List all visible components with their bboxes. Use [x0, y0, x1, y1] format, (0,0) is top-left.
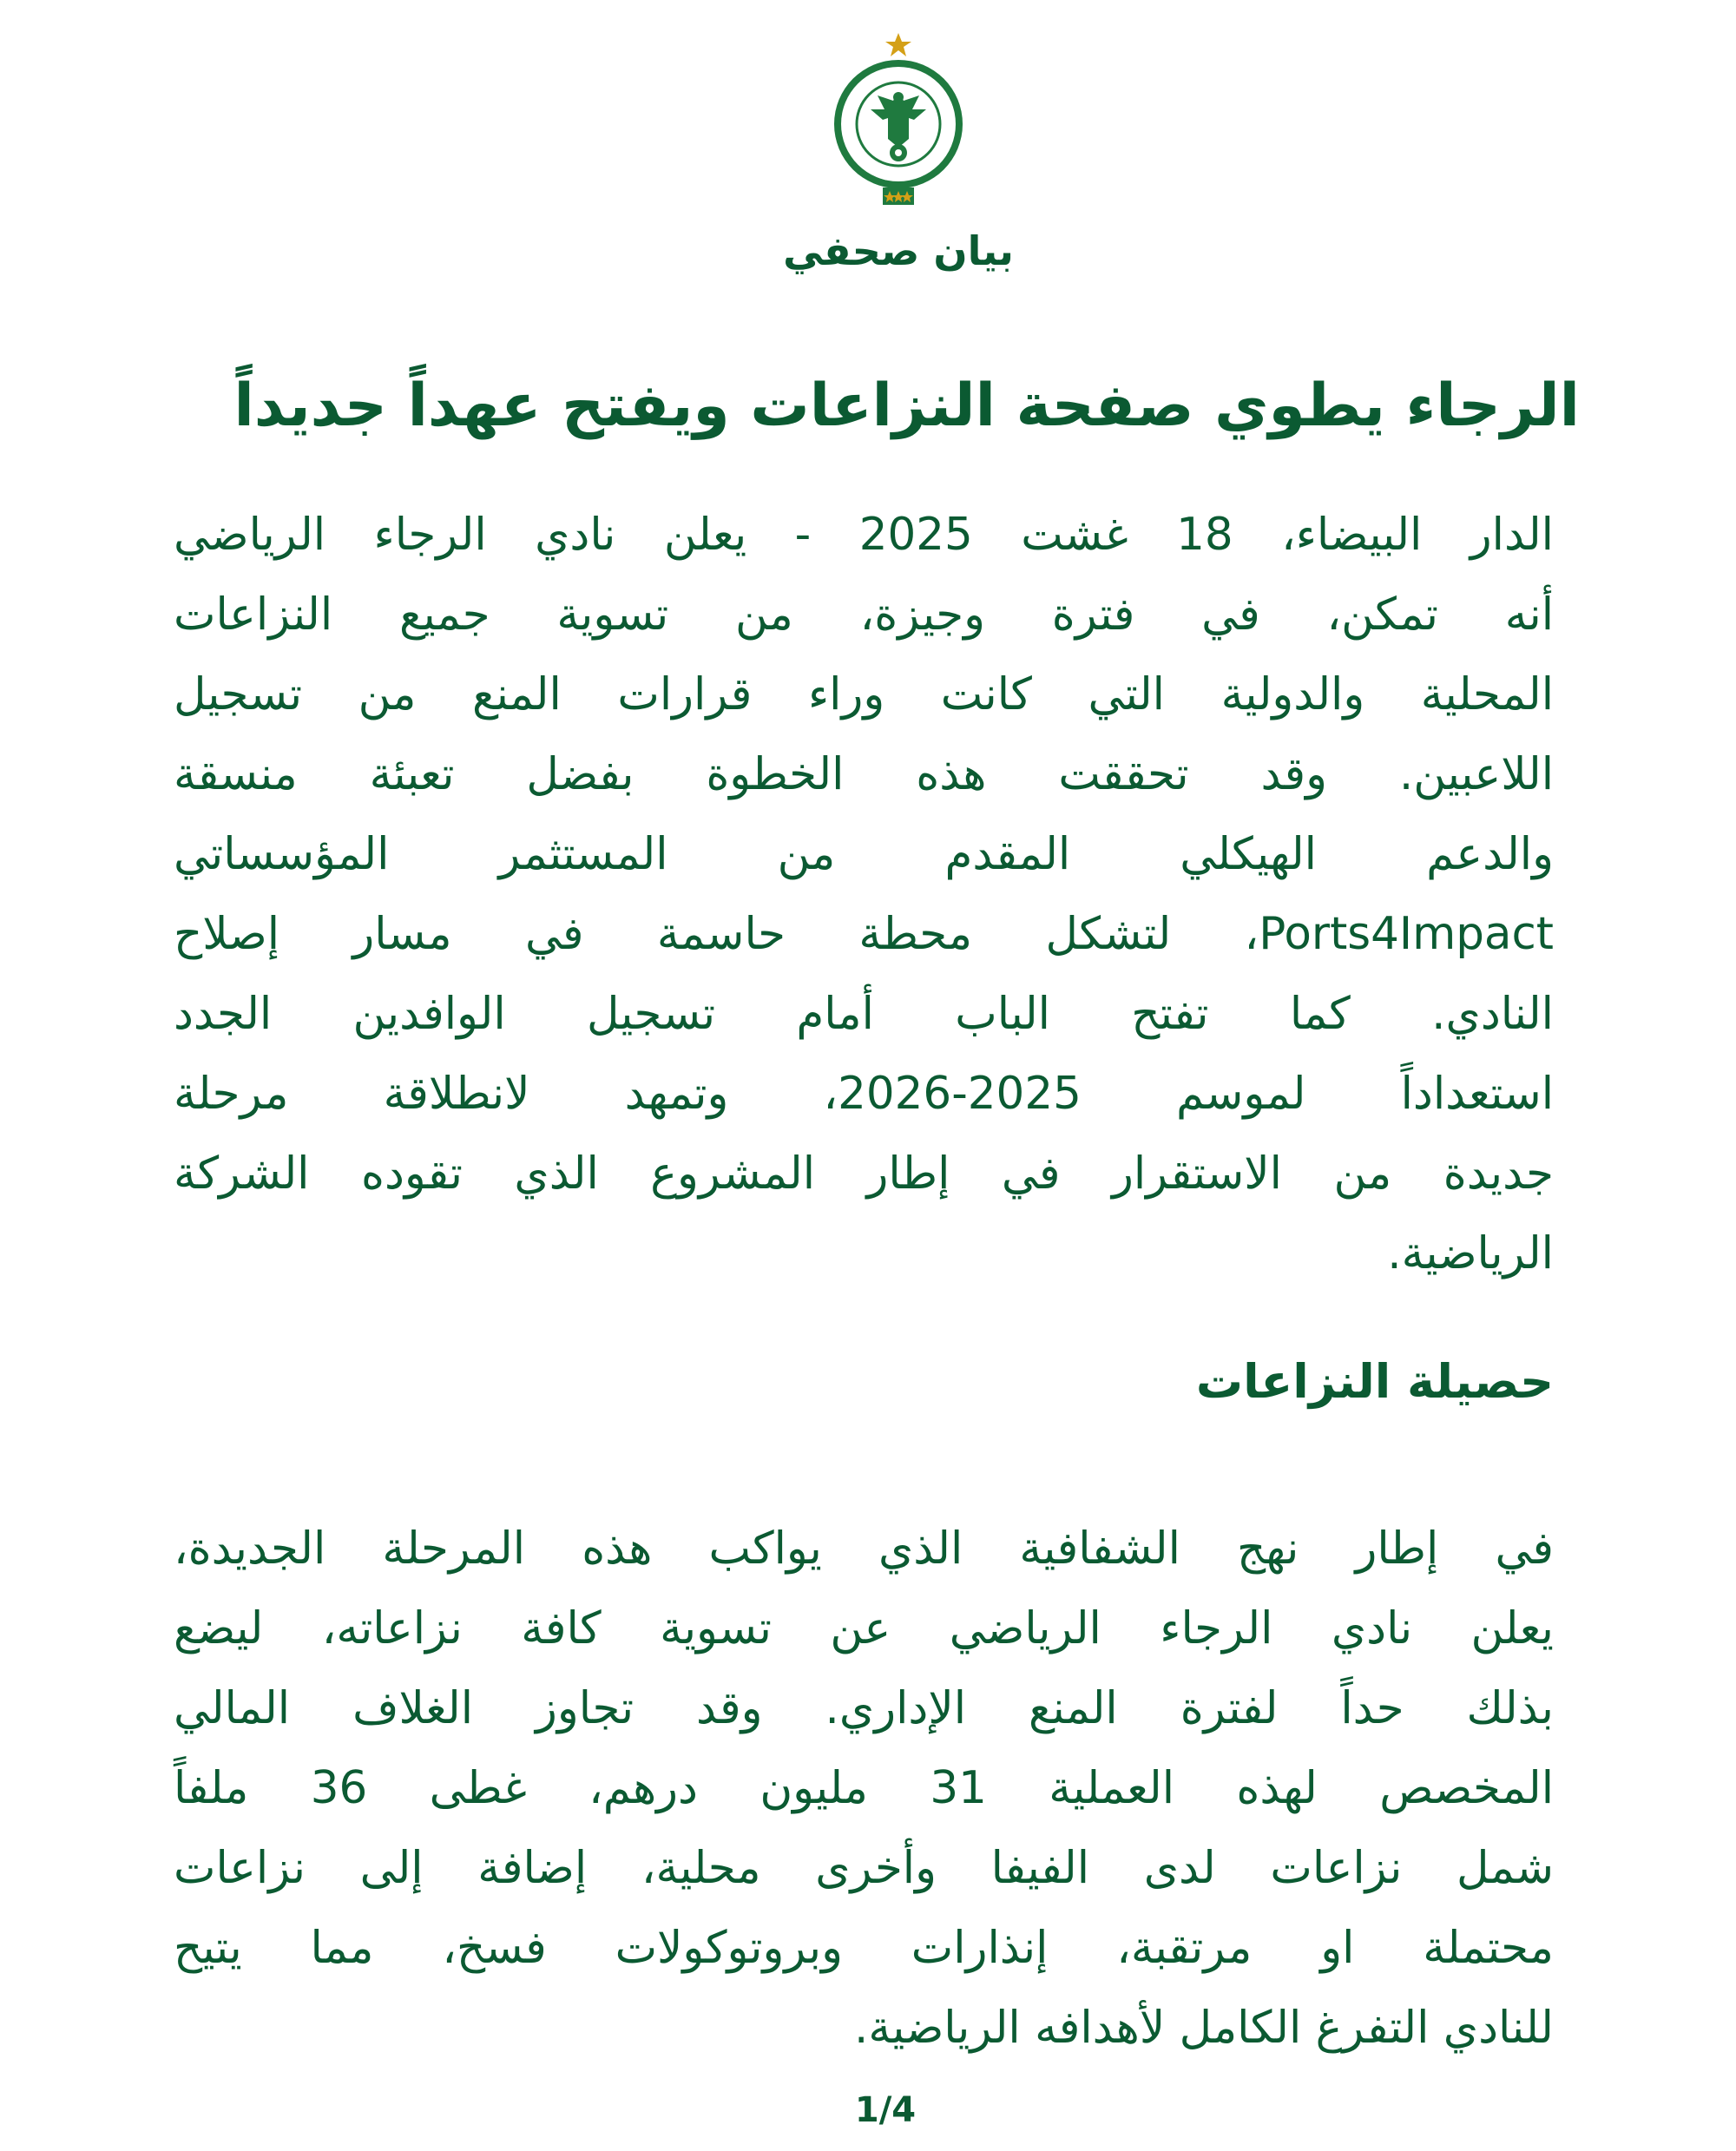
intro-line: Ports4Impact، لتشكل محطة حاسمة في مسار إصلاح: [174, 908, 1554, 960]
disputes-paragraph: [174, 1509, 1554, 2068]
disputes-line: بذلك حداً لفترة المنع الإداري. وقد تجاوز الغلاف المالي: [174, 1682, 1554, 1734]
intro-line: أنه تمكن، في فترة وجيزة، من تسوية جميع النزاعات: [174, 589, 1554, 641]
intro-line: الرياضية.: [1387, 1227, 1554, 1279]
intro-paragraph: [174, 495, 1554, 1293]
intro-line: اللاعبين. وقد تحققت هذه الخطوة بفضل تعبئة منسقة: [174, 748, 1554, 800]
disputes-line: في إطار نهج الشفافية الذي يواكب هذه المرحلة الجديدة،: [174, 1523, 1554, 1575]
club-crest-logo: [829, 33, 968, 211]
document-type-label: بيان صحفي: [783, 227, 1014, 274]
disputes-line: المخصص لهذه العملية 31 مليون درهم، غطى 36 ملفاً: [174, 1762, 1555, 1814]
intro-line: النادي. كما تفتح الباب أمام تسجيل الوافدين الجدد: [174, 988, 1554, 1040]
headline: الرجاء يطوي صفحة النزاعات ويفتح عهداً جديداً: [233, 372, 1580, 440]
disputes-line: شمل نزاعات لدى الفيفا وأخرى محلية، إضافة إلى نزاعات: [174, 1842, 1554, 1894]
intro-line: جديدة من الاستقرار في إطار المشروع الذي تقوده الشركة: [174, 1148, 1554, 1200]
crest-graphic: [829, 33, 968, 211]
intro-line: المحلية والدولية التي كانت وراء قرارات المنع من تسجيل: [174, 668, 1554, 720]
intro-line: والدعم الهيكلي المقدم من المستثمر المؤسساتي: [174, 828, 1554, 880]
disputes-line: للنادي التفرغ الكامل لأهدافه الرياضية.: [854, 2002, 1554, 2054]
section-subheading: حصيلة النزاعات: [1195, 1354, 1554, 1409]
disputes-line: يعلن نادي الرجاء الرياضي عن تسوية كافة نزاعاته، ليضع: [174, 1602, 1554, 1654]
disputes-line: محتملة او مرتقبة، إنذارات وبروتوكولات فسخ، مما يتيح: [174, 1922, 1554, 1974]
intro-line: الدار البيضاء، 18 غشت 2025 - يعلن نادي الرجاء الرياضي: [174, 509, 1554, 561]
crest-eagle-head: [893, 92, 904, 102]
intro-line: استعداداً لموسم 2025-2026، وتمهد لانطلاقة مرحلة: [174, 1068, 1554, 1120]
crest-star: [885, 33, 911, 56]
page-number: 1/4: [854, 2090, 917, 2130]
